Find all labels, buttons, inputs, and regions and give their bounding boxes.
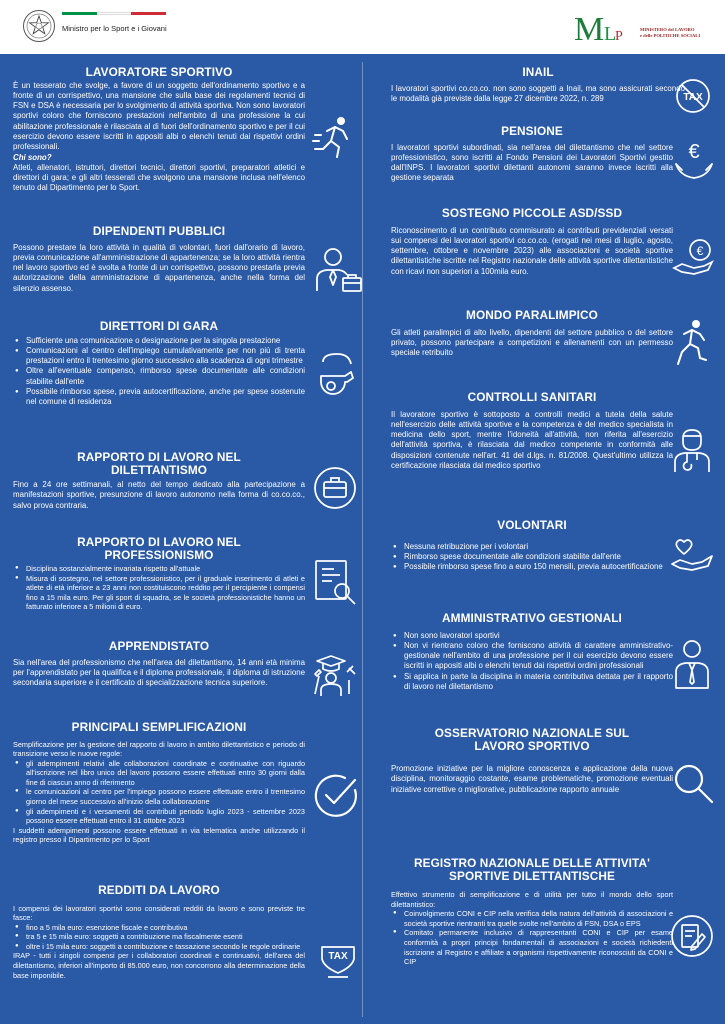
svg-text:€: € xyxy=(696,244,704,258)
section-title: VOLONTARI xyxy=(497,518,567,532)
list-item: ● Rimborso spese documentate alle condizioni stabilite dall'ente xyxy=(404,552,673,562)
section-title: PRINCIPALI SEMPLIFICAZIONI xyxy=(71,720,247,734)
section-amministrativo xyxy=(391,612,673,692)
section-direttori-di-gara xyxy=(13,320,305,408)
section-text: Fino a 24 ore settimanali, al netto del tempo dedicato alla partecipazione a manifestazioni sportive, presunzione di lavoro autonomo nella forma di co.co.co., salvo prova contraria. xyxy=(13,480,305,510)
list-item: ● Nessuna retribuzione per i volontari xyxy=(404,542,673,552)
svg-text:€: € xyxy=(688,141,700,163)
section-controlli xyxy=(391,391,673,471)
running-athlete-icon xyxy=(311,113,359,161)
list-item: ● tra 5 e 15 mila euro: soggetti a contribuzione ma fiscalmente esenti xyxy=(26,932,305,942)
section-title: PENSIONE xyxy=(501,124,563,138)
list-item: ● Comunicazioni al centro dell'impiego cumulativamente per non più di trenta prestazioni entro il trentesimo giorno successivo alla scadenza di ogni trimestre xyxy=(26,346,305,367)
section-registro xyxy=(391,857,673,967)
ministry-labour-logo xyxy=(574,10,634,44)
section-dilettantismo xyxy=(13,451,305,511)
section-title: INAIL xyxy=(522,65,554,79)
ministry-labour-name xyxy=(640,27,700,38)
section-title: OSSERVATORIO NAZIONALE SUL LAVORO SPORTIVO xyxy=(434,726,630,753)
bullet-list xyxy=(13,759,305,826)
tax-icon-label: TAX xyxy=(328,951,348,962)
ministry-labour-line2: e delle POLITICHE SOCIALI xyxy=(640,32,701,38)
section-semplificazioni xyxy=(13,721,305,845)
section-text: Promozione iniziative per la migliore conoscenza e applicazione della nuova disciplina, monitoraggio costante, esame problematiche, promozione eventuali iniziative correttive o migliorative, pubblicazione rapporto annuale xyxy=(391,764,673,794)
list-item: ● oltre i 15 mila euro: soggetti a contribuzione e tassazione secondo le regole ordinarie xyxy=(26,942,305,952)
list-item: ● gli adempimenti relativi alle collaborazioni coordinate e continuative con riguardo all'iscrizione nel libro unico del lavoro possono essere effettuati entro 30 giorni dalla fine di ciascun anno di riferimento xyxy=(26,759,305,788)
bullet-list xyxy=(13,336,305,408)
section-text-2: Atleti, allenatori, istruttori, direttori tecnici, direttori sportivi, preparatori atletici e direttori di gara; e gli altri tesserati che svolgono una mansione inclusa nell'elenco tenuto dal Dipartimento per lo Sport. xyxy=(13,162,305,193)
magnifier-icon xyxy=(672,762,714,804)
italian-flag-stripe xyxy=(62,12,166,15)
page-header xyxy=(0,0,725,54)
section-title: APPRENDISTATO xyxy=(108,639,210,653)
graduate-tools-icon xyxy=(311,650,359,698)
section-text: I lavoratori sportivi subordinati, sia nell'area del dilettantismo che nel settore professionistico, sono iscritti al Fondo Pensioni dei Lavoratori Sportivi gestito dall'INPS. I lavoratori sportivi dilettanti autonomi saranno invece iscritti alla gestione separata xyxy=(391,142,673,183)
section-title: REGISTRO NAZIONALE DELLE ATTIVITA' SPORTIVE DILETTANTISCHE xyxy=(413,856,651,883)
no-tax-icon-label: TAX xyxy=(683,92,703,103)
list-item: ● Possibile rimborso spese fino a euro 150 mensili, previa autocertificazione xyxy=(404,562,673,572)
section-title: DIPENDENTI PUBBLICI xyxy=(92,224,226,238)
bullet-list xyxy=(391,631,673,693)
column-divider xyxy=(362,62,363,1017)
list-item: ● Sufficiente una comunicazione o designazione per la singola prestazione xyxy=(26,336,305,346)
list-item: ● Coinvolgimento CONI e CIP nella verifica della natura dell'attività di associazioni e società sportive rientranti tra quelle svolte nell'ambito di FSN, DSA o EPS xyxy=(404,909,673,928)
section-outro: IRAP - tutti i singoli compensi per i collaboratori coordinati e continuativi, dell'area del dilettantismo, inferiori all'importo di 85.000 euro, non concorrono alla determinazione della base imponibile. xyxy=(13,951,305,980)
list-item: ● Possibile rimborso spese, previa autocertificazione, anche per spese sostenute nel comune di residenza xyxy=(26,387,305,408)
section-osservatorio xyxy=(391,727,673,795)
section-title: DIRETTORI DI GARA xyxy=(99,319,219,333)
check-circle-icon xyxy=(311,770,361,820)
manager-icon xyxy=(672,638,712,690)
list-item: ● le comunicazioni al centro per l'impiego possono essere effettuate entro il trentesimo giorno del mese successivo all'inizio della collaborazione xyxy=(26,787,305,806)
logo-letter-p: P xyxy=(615,29,623,44)
list-item: ● Misura di sostegno, nel settore professionistico, per il graduale inserimento di atleti e atlete di età inferiore a 23 anni non costituiscono reddito per il percipiente i compensi fino a 15 mila euro. Per gli sport di squadra, se le società professionistiche hanno un fatturato inferiore a 5 milioni di euro. xyxy=(26,574,305,612)
euro-coin-hand-icon xyxy=(672,238,716,278)
italian-republic-emblem-icon xyxy=(22,9,56,43)
bullet-list xyxy=(13,923,305,952)
document-pen-icon xyxy=(670,914,714,958)
section-pensione xyxy=(391,125,673,184)
list-item: ● gli adempimenti e i versamenti dei contributi periodo luglio 2023 - settembre 2023 possono essere effettuati entro il 31 ottobre 2023 xyxy=(26,807,305,826)
section-outro: I suddetti adempimenti possono essere effettuati in via telematica anche utilizzando il registro presso il Dipartimento per lo Sport xyxy=(13,825,305,845)
section-title: AMMINISTRATIVO GESTIONALI xyxy=(442,611,622,625)
section-intro: Semplificazione per la gestione del rapporto di lavoro in ambito dilettantistico e periodo di transizione verso le nuove regole: xyxy=(13,739,305,759)
section-title: RAPPORTO DI LAVORO NEL PROFESSIONISMO xyxy=(77,535,241,562)
list-item: ● Comitato permanente inclusivo di rappresentanti CONI e CIP per esame conformità a propri principi fondamentali di associazioni e società richiedenti iscrizione al Registro e affiliate a organismi rispettivamente riconosciuti da CONI e CIP xyxy=(404,928,673,966)
section-intro: I compensi dei lavoratori sportivi sono considerati redditi da lavoro e sono previste tre fasce: xyxy=(13,903,305,923)
list-item: ● Non sono lavoratori sportivi xyxy=(404,631,673,641)
section-redditi xyxy=(13,884,305,980)
logo-letter-l: L xyxy=(604,23,617,44)
paralympic-runner-icon xyxy=(672,318,712,366)
section-text: I lavoratori sportivi co.co.co. non sono soggetti a Inail, ma sono assicurati secondo le modalità già previste dalla legge 27 dicembre 2022, n. 289 xyxy=(391,83,685,103)
section-title: SOSTEGNO PICCOLE ASD/SSD xyxy=(441,206,623,220)
section-title: CONTROLLI SANITARI xyxy=(467,390,597,404)
section-volontari xyxy=(391,519,673,572)
section-paralimpico xyxy=(391,309,673,358)
section-text: Gli atleti paralimpici di alto livello, dipendenti del settore pubblico o del settore privato, possono partecipare a competizioni e allenamenti con un permesso speciale retribuito xyxy=(391,327,673,358)
section-title: RAPPORTO DI LAVORO NEL DILETTANTISMO xyxy=(77,450,241,477)
list-item: ● fino a 5 mila euro: esenzione fiscale e contributiva xyxy=(26,923,305,933)
list-item: ● Oltre all'eventuale compenso, rimborso spese documentate alle condizioni stabilite dall'ente xyxy=(26,366,305,387)
bullet-list xyxy=(391,909,673,967)
section-title: LAVORATORE SPORTIVO xyxy=(85,65,233,79)
section-question: Chi sono? xyxy=(13,152,52,162)
euro-hands-icon xyxy=(672,136,716,182)
section-intro: Effettivo strumento di semplificazione e di utilità per tutto il mondo dello sport dilettantistico: xyxy=(391,890,673,909)
section-text: Sia nell'area del professionismo che nell'area del dilettantismo, 14 anni età minima per l'apprendistato per la qualifica e il diploma professionale, il diploma di istruzione secondaria superiore e il certificato di specializzazione tecnica superiore. xyxy=(13,657,305,688)
section-text: Possono prestare la loro attività in qualità di volontari, fuori dall'orario di lavoro, previa comunicazione all'amministrazione di appartenenza; se la loro attività rientra nel lavoro sportivo ed è svolta a fronte di un corrispettivo, possono prestarla previa autorizzazione della amministrazione di appartenenza, anche nella forma del silenzio assenso. xyxy=(13,242,305,293)
section-inail xyxy=(391,66,685,104)
whistle-icon xyxy=(315,352,359,400)
section-text: Riconoscimento di un contributo commisurato ai contributi previdenziali versati sui compensi dei lavoratori sportivi co.co.co. (erogati nei mesi di luglio, agosto, settembre, ottobre e novembre 2023) alle associazioni e società sportive dilettantistiche iscritte nel Registro nazionale delle attività sportive dilettantistiche con ricavi non superiori a 100mila euro. xyxy=(391,225,673,276)
list-item: ● Non vi rientrano coloro che forniscono attività di carattere amministrativo-gestionale nell'ambito di una professione per il cui esercizio devono essere iscritti in appositi albi o elenchi tenuti dai rispettivi ordini professionali xyxy=(404,641,673,672)
section-professionismo xyxy=(13,536,305,612)
document-search-icon xyxy=(313,558,359,606)
bullet-list xyxy=(13,564,305,612)
list-item: ● Disciplina sostanzialmente invariata rispetto all'attuale xyxy=(26,564,305,574)
section-title: REDDITI DA LAVORO xyxy=(98,883,220,897)
ministry-sport-block xyxy=(62,12,166,33)
no-tax-icon xyxy=(674,77,712,115)
ministry-labour-line1: MINISTERO del LAVORO xyxy=(640,27,695,32)
section-title: MONDO PARALIMPICO xyxy=(466,308,598,322)
section-text: È un tesserato che svolge, a favore di un soggetto dell'ordinamento sportivo e a fronte di un corrispettivo, una mansione che sulla base dei regolamenti tecnici di FSN e DSA è necessaria per lo svolgimento di attività sportiva. Non sono lavoratori sportivi coloro che forniscono prestazioni nell'ambito di una professione la cui abilitazione professionale è rilasciata al di fuori dell'ordinamento sportivo e per il cui esercizio devono essere iscritti in appositi albi o elenchi tenuti dai rispettivi ordini professionali. xyxy=(13,80,305,152)
section-sostegno xyxy=(391,207,673,277)
tax-icon xyxy=(316,943,360,981)
heart-hand-icon xyxy=(670,536,714,572)
doctor-icon xyxy=(671,428,713,474)
employee-briefcase-icon xyxy=(313,245,365,297)
list-item: ● Si applica in parte la disciplina in materia contributiva dettata per il rapporto di lavoro nel dilettantismo xyxy=(404,672,673,693)
section-text: Il lavoratore sportivo è sottoposto a controlli medici a tutela della salute nell'esercizio delle attività sportive e la competenza è del medico specialista in medicina dello sport, mentre l'idoneità all'attività, non riferita all'esercizio dell'attività sportiva, è rilasciata dal medico competente in conformità alle disposizioni contenute nell'art. 41 del d.lgs. n. 81/2008. Quest'ultimo utilizza la certificazione rilasciata dal medico sportivo xyxy=(391,409,673,470)
section-dipendenti-pubblici xyxy=(13,225,305,294)
section-lavoratore-sportivo xyxy=(13,66,305,194)
ministry-sport-name: Ministro per lo Sport e i Giovani xyxy=(62,24,167,33)
bullet-list xyxy=(391,542,673,573)
logo-letter-m: M xyxy=(574,11,605,44)
briefcase-icon xyxy=(313,466,357,510)
section-apprendistato xyxy=(13,640,305,688)
